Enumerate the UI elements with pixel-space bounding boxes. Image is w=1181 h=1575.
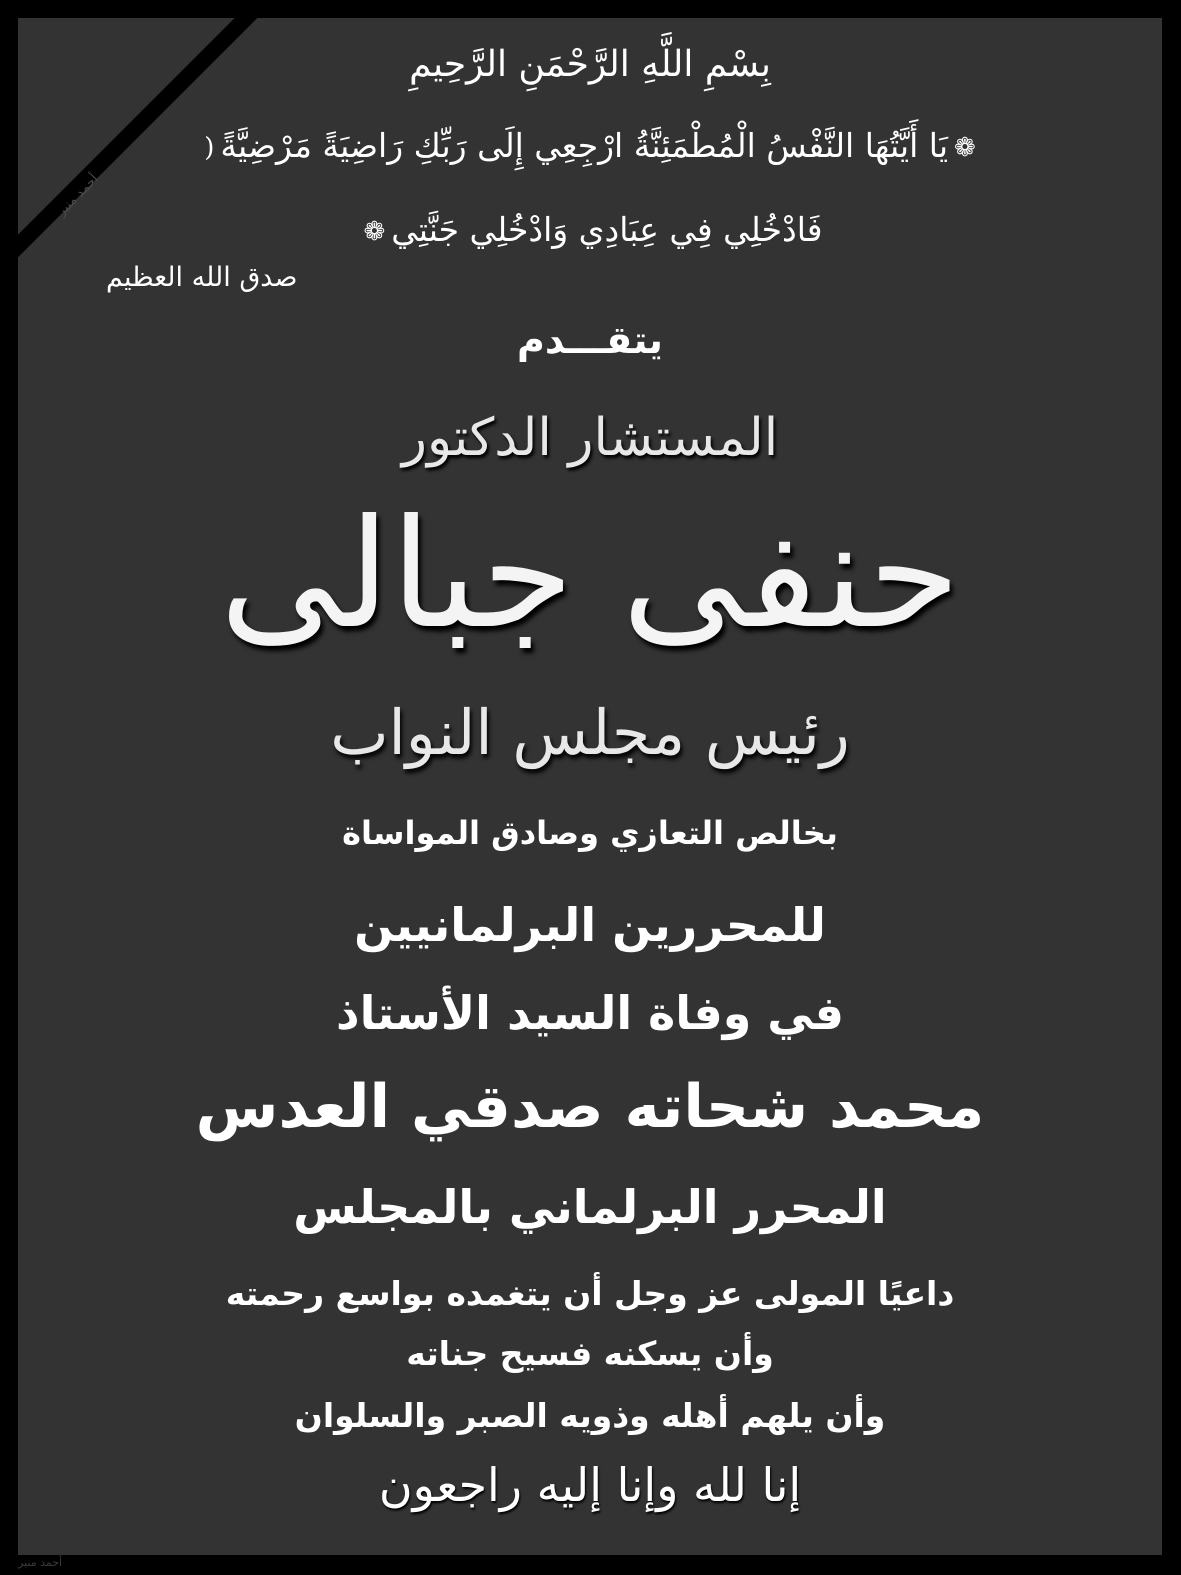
flower-crescent-icon: ❁ (954, 133, 976, 163)
condolence-card (18, 18, 1162, 1555)
flower-crescent-icon: ( (204, 133, 215, 163)
basmala: بِسْمِ اللَّهِ الرَّحْمَنِ الرَّحِيمِ (409, 44, 771, 85)
deceased-name: محمد شحاته صدقي العدس (195, 1072, 985, 1142)
flower-crescent-icon: ❁ (363, 217, 386, 247)
condolence-text: بخالص التعازي وصادق المواساة (342, 814, 838, 852)
footer-signature: أحمد منير (18, 1556, 63, 1569)
presenter-name: حنفى جبالى (219, 488, 961, 662)
deceased-role: المحرر البرلماني بالمجلس (293, 1180, 887, 1234)
death-of-text: في وفاة السيد الأستاذ (336, 986, 844, 1040)
sadaq-allah: صدق الله العظيم (106, 262, 298, 293)
presenter-position: رئيس مجلس النواب (330, 696, 850, 769)
inna-lillah: إنا لله وإنا إليه راجعون (378, 1458, 802, 1512)
recipients: للمحررين البرلمانيين (354, 898, 826, 952)
quran-verse-text-1: يَا أَيَّتُهَا النَّفْسُ الْمُطْمَئِنَّةُ ارْجِعِي إِلَى رَبِّكِ رَاضِيَةً مَرْضِيَّةً (220, 126, 949, 165)
prayer-line-2: وأن يسكنه فسيح جناته (406, 1334, 774, 1373)
ribbon-signature: أحمد منير (54, 171, 102, 220)
quran-verse-text-2: فَادْخُلِي فِي عِبَادِي وَادْخُلِي جَنَّتِي (391, 210, 823, 249)
quran-verse-line-1 (18, 126, 1162, 165)
prayer-line-1: داعيًا المولى عز وجل أن يتغمده بواسع رحمته (225, 1274, 955, 1313)
prayer-line-3: وأن يلهم أهله وذويه الصبر والسلوان (294, 1396, 886, 1435)
presenter-intro: يتقـــدم (517, 318, 663, 362)
presenter-title: المستشار الدكتور (401, 408, 779, 468)
quran-verse-line-2 (18, 210, 1162, 249)
